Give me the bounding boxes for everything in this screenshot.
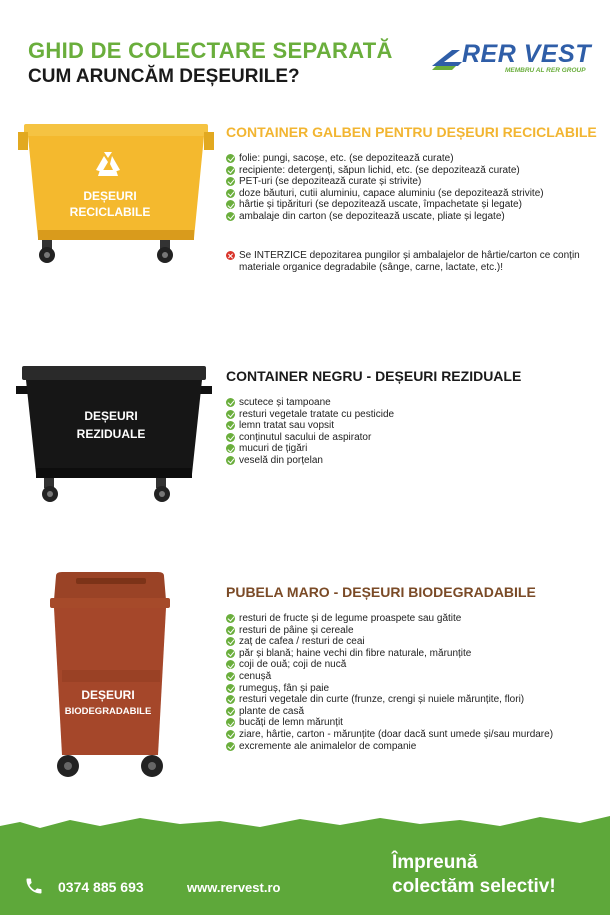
list-item: lemn tratat sau vopsit (226, 420, 394, 432)
list-item: zaț de cafea / resturi de ceai (226, 636, 553, 648)
phone-icon (24, 876, 44, 896)
logo-text: RER VEST (462, 40, 592, 68)
list-item: cenușă (226, 671, 553, 683)
check-icon (226, 649, 235, 658)
list-item: scutece și tampoane (226, 397, 394, 409)
check-icon (226, 730, 235, 739)
check-icon (226, 177, 235, 186)
website-link[interactable]: www.rervest.ro (187, 880, 281, 895)
brown-bin-icon (46, 570, 176, 785)
yellow-items-list (226, 153, 544, 223)
list-item: PET-uri (se depozitează curate și strivite) (226, 176, 544, 188)
page-subtitle: CUM ARUNCĂM DEȘEURILE? (28, 66, 300, 87)
list-item: hârtie și tipărituri (se depozitează uscate, împachetate și legate) (226, 199, 544, 211)
list-item: ambalaje din carton (se depozitează uscate, pliate și legate) (226, 211, 544, 223)
check-icon (226, 684, 235, 693)
list-item: păr și blană; haine vechi din fibre naturale, mărunțite (226, 648, 553, 660)
list-item: mucuri de țigări (226, 443, 394, 455)
list-item: doze băuturi, cutii aluminiu, capace aluminiu (se depozitează strivite) (226, 188, 544, 200)
check-icon (226, 433, 235, 442)
brown-bin-label-1: DEȘEURI (81, 688, 135, 702)
check-icon (226, 637, 235, 646)
section-title-brown: PUBELA MARO - DEȘEURI BIODEGRADABILE (226, 584, 536, 600)
check-icon (226, 626, 235, 635)
warning-note: Se INTERZICE depozitarea pungilor și ambalajelor de hârtie/carton ce conțin materiale organice degradabile (sânge, carne, lactate, etc.)! (226, 250, 598, 274)
yellow-container-icon (16, 118, 216, 268)
list-item: recipiente: detergenți, săpun lichid, etc. (se depozitează curate) (226, 165, 544, 177)
check-icon (226, 200, 235, 209)
list-item: conținutul sacului de aspirator (226, 432, 394, 444)
check-icon (226, 742, 235, 751)
check-icon (226, 660, 235, 669)
check-icon (226, 707, 235, 716)
check-icon (226, 166, 235, 175)
slogan-line-2: colectăm selectiv! (392, 876, 556, 897)
black-container-icon (14, 362, 214, 512)
page-title: GHID DE COLECTARE SEPARATĂ (28, 38, 393, 63)
yellow-bin-label-1: DEȘEURI (83, 189, 137, 203)
check-icon (226, 672, 235, 681)
slogan-line-1: Împreună (392, 852, 478, 873)
check-icon (226, 718, 235, 727)
yellow-bin-label-2: RECICLABILE (69, 205, 151, 219)
footer-band (0, 830, 610, 915)
x-icon (226, 251, 235, 260)
list-item: resturi de fructe și de legume proaspete sau gătite (226, 613, 553, 625)
check-icon (226, 456, 235, 465)
check-icon (226, 189, 235, 198)
check-icon (226, 421, 235, 430)
brown-items-list (226, 613, 553, 752)
check-icon (226, 410, 235, 419)
section-title-yellow: CONTAINER GALBEN PENTRU DEȘEURI RECICLABILE (226, 124, 597, 140)
black-items-list (226, 397, 394, 467)
check-icon (226, 695, 235, 704)
list-item: resturi vegetale tratate cu pesticide (226, 409, 394, 421)
check-icon (226, 212, 235, 221)
list-item: resturi vegetale din curte (frunze, crengi și nuiele mărunțite, flori) (226, 694, 553, 706)
list-item: veselă din porțelan (226, 455, 394, 467)
logo-subtitle: MEMBRU AL RER GROUP (505, 67, 586, 74)
list-item: ziare, hârtie, carton - mărunțite (doar dacă sunt umede și/sau murdare) (226, 729, 553, 741)
list-item: coji de ouă; coji de nucă (226, 659, 553, 671)
black-bin-label-1: DEȘEURI (84, 409, 138, 423)
list-item: folie: pungi, sacoșe, etc. (se depozitează curate) (226, 153, 544, 165)
list-item: excremente ale animalelor de companie (226, 741, 553, 753)
list-item: bucăți de lemn mărunțit (226, 717, 553, 729)
black-bin-label-2: REZIDUALE (76, 427, 146, 441)
check-icon (226, 444, 235, 453)
check-icon (226, 398, 235, 407)
list-item: resturi de pâine și cereale (226, 625, 553, 637)
section-title-black: CONTAINER NEGRU - DEȘEURI REZIDUALE (226, 368, 522, 384)
phone-number[interactable]: 0374 885 693 (58, 879, 144, 895)
list-item: plante de casă (226, 706, 553, 718)
list-item: rumeguș, fân și paie (226, 683, 553, 695)
brown-bin-label-2: BIODEGRADABILE (64, 706, 152, 717)
check-icon (226, 154, 235, 163)
check-icon (226, 614, 235, 623)
